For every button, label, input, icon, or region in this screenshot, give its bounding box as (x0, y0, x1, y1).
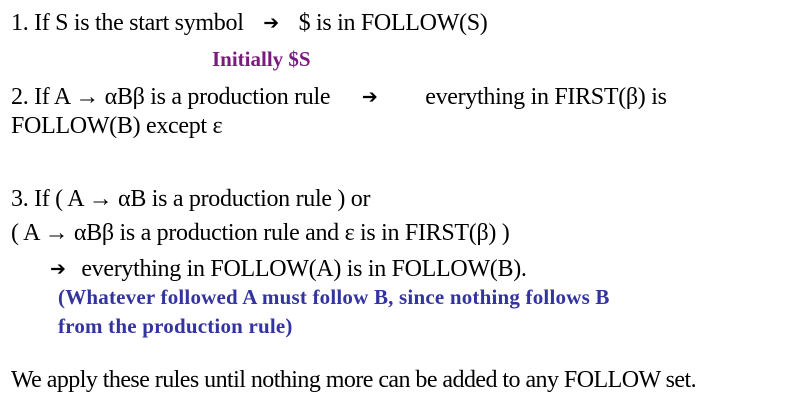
implies-arrow-icon: ➔ (361, 86, 378, 108)
rule-2-continuation: FOLLOW(B) except ε (11, 113, 223, 139)
rule-2-condition: 2. If A → αBβ is a production rule (11, 84, 331, 110)
rule-3-condition-1: 3. If ( A → αB is a production rule ) or (11, 186, 371, 212)
rule-3-condition-2: ( A → αBβ is a production rule and ε is in FIRST(β) ) (11, 220, 510, 246)
rule-3-result (50, 257, 527, 281)
rule-1-result: $ is in FOLLOW(S) (298, 10, 488, 36)
rule-1 (11, 11, 488, 35)
rule-1-condition: 1. If S is the start symbol (11, 10, 244, 36)
rule-3-result-text: everything in FOLLOW(A) is in FOLLOW(B). (81, 256, 527, 282)
rule-2 (11, 85, 667, 109)
rule-3-explanation-line-1: (Whatever followed A must follow B, since nothing follows B (58, 285, 610, 309)
rule-2-result: everything in FIRST(β) is (425, 84, 667, 110)
implies-arrow-icon: ➔ (263, 12, 279, 34)
initially-note: Initially $S (212, 47, 311, 71)
rule-3-explanation-line-2: from the production rule) (58, 314, 293, 338)
conclusion: We apply these rules until nothing more can be added to any FOLLOW set. (11, 367, 697, 393)
implies-arrow-icon: ➔ (50, 258, 66, 280)
